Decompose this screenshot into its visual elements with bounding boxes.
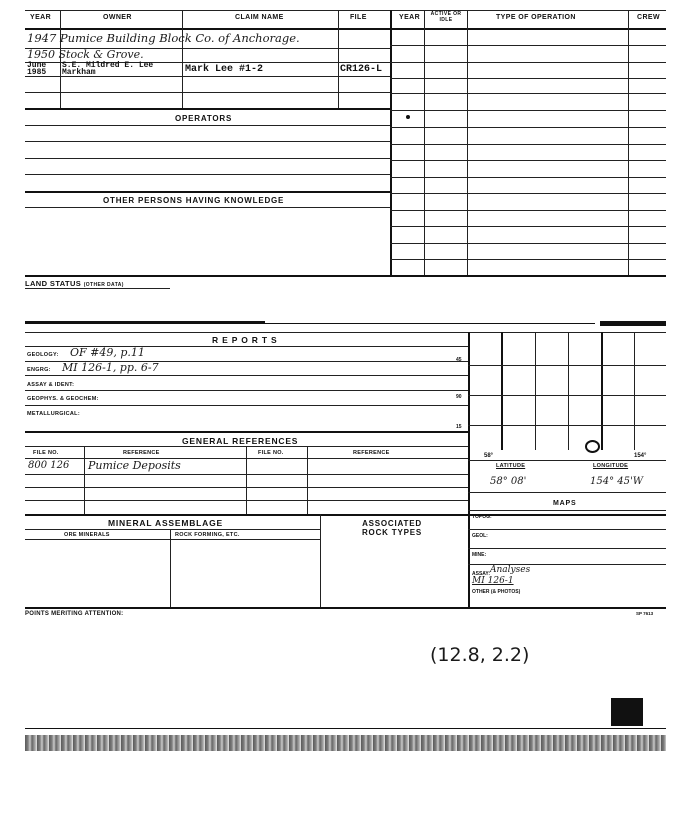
other-photos-label: OTHER (& PHOTOS) [472, 589, 521, 595]
bullet-dot [406, 115, 410, 119]
typed-entry-year: June 1985 [27, 61, 47, 77]
vline-owner [182, 10, 183, 108]
land-status-label: LAND STATUS [25, 279, 82, 288]
col-year: YEAR [30, 14, 52, 21]
mineral-assemblage-heading: MINERAL ASSEMBLAGE [108, 518, 223, 528]
assay-label: ASSAY & IDENT: [27, 382, 75, 388]
engrg-value: MI 126-1, pp. 6-7 [62, 361, 159, 374]
rock-forming-label: ROCK FORMING, ETC. [175, 532, 240, 538]
genref-col-reference-2: REFERENCE [353, 450, 390, 456]
assay-rule [25, 390, 468, 391]
right-row-6 [390, 127, 666, 128]
mineral-subheader-rule [25, 539, 320, 540]
lon-tick-label: 154° [634, 453, 647, 459]
right-row-8 [390, 160, 666, 161]
latitude-label: LATITUDE [496, 463, 526, 469]
geol-rule [468, 548, 666, 549]
op-row-4 [25, 191, 390, 193]
right-row-9 [390, 177, 666, 178]
maps-assay-ref: MI 126-1 [472, 576, 514, 586]
genref-vline-1 [84, 446, 85, 514]
genref-bottom-rule [25, 514, 666, 516]
smear-line-left [25, 321, 265, 324]
right-row-10 [390, 193, 666, 194]
row-line-4 [25, 92, 390, 93]
land-status-note: (OTHER DATA) [83, 282, 124, 288]
genref-vline-3 [307, 446, 308, 514]
longitude-label: LONGITUDE [593, 463, 629, 469]
top-table-bottom-rule [25, 275, 666, 277]
smear-line-mid [265, 323, 595, 324]
geology-value: OF #49, p.11 [70, 346, 145, 359]
mineral-vline [170, 529, 171, 607]
geophys-rule [25, 405, 468, 406]
col-crew: CREW [637, 14, 660, 21]
col-claim-name: CLAIM NAME [235, 14, 284, 21]
operators-rule [25, 125, 390, 126]
latlon-bottom-rule [468, 492, 666, 493]
grid-vline-5 [634, 332, 635, 450]
grid-hline-3 [468, 425, 666, 426]
latitude-value: 58° 08' [490, 476, 527, 487]
typed-entry-claim: Mark Lee #1-2 [185, 64, 264, 75]
coordinates-note: (12.8, 2.2) [430, 644, 530, 666]
right-row-4 [390, 93, 666, 94]
grid-vline-3 [568, 332, 569, 450]
vline-file [390, 10, 392, 275]
op-row-2 [25, 158, 390, 159]
land-status-heading [25, 279, 124, 288]
reports-right-divider [468, 332, 470, 607]
genref-vline-2 [246, 446, 247, 514]
other-persons-heading: OTHER PERSONS HAVING KNOWLEDGE [103, 196, 285, 205]
mineral-heading-rule [25, 529, 320, 530]
col-owner: OWNER [103, 14, 132, 21]
topog-rule [468, 529, 666, 530]
lat-tick-label: 58° [484, 453, 494, 459]
metallurgical-rule [25, 431, 468, 433]
reports-heading: R E P O R T S [212, 335, 278, 345]
row-line-5 [25, 108, 390, 110]
latlon-rule [468, 460, 666, 461]
maps-heading-rule [468, 510, 666, 511]
owner-entry-2: 1950 Stock & Grove. [27, 48, 144, 61]
col-year-2: YEAR [399, 14, 421, 21]
right-row-7 [390, 144, 666, 145]
reports-top-rule [25, 332, 666, 333]
margin-number-90: 90 [456, 394, 462, 400]
genref-row-1-reference: Pumice Deposits [88, 459, 181, 472]
land-status-underline [25, 288, 170, 289]
mine-label: MINE: [472, 552, 487, 558]
general-references-heading: GENERAL REFERENCES [182, 436, 299, 446]
vline-type [628, 10, 629, 275]
op-row-1 [25, 141, 390, 142]
maps-assay-label: ASSAY: [472, 571, 491, 577]
owner-entry-1: 1947 Pumice Building Block Co. of Anchorage. [27, 31, 300, 45]
vline-year2 [424, 10, 425, 275]
typed-entry-owner: S.E. Mildred E. Lee Markham [62, 61, 154, 77]
other-persons-rule [25, 207, 390, 208]
associated-rock-types-heading: ASSOCIATED ROCK TYPES [361, 519, 422, 537]
col-active-idle: ACTIVE OR IDLE [430, 11, 462, 23]
right-row-5 [390, 110, 666, 111]
maps-assay-value: Analyses [490, 565, 531, 575]
margin-number-45: 45 [456, 357, 462, 363]
col-type-of-operation: TYPE OF OPERATION [496, 14, 576, 21]
metallurgical-label: METALLURGICAL: [27, 411, 80, 417]
scan-artifact-smear [25, 735, 666, 751]
typed-entry-file: CR126-L [340, 64, 383, 75]
right-row-13 [390, 243, 666, 244]
points-meriting-attention-label: POINTS MERITING ATTENTION: [25, 611, 124, 617]
genref-col-reference: REFERENCE [123, 450, 160, 456]
right-row-1 [390, 45, 666, 46]
margin-number-15: 15 [456, 424, 462, 430]
topog-label: TOPOG: [472, 514, 492, 520]
geology-label: GEOLOGY: [27, 352, 59, 358]
right-row-14 [390, 259, 666, 260]
col-file: FILE [350, 14, 367, 21]
vline-claim [338, 10, 339, 108]
geol-label: GEOL: [472, 533, 488, 539]
mineral-right-vline [320, 514, 321, 607]
grid-vline-2 [535, 332, 536, 450]
scan-artifact-line [25, 728, 666, 729]
bottom-form-rule [25, 607, 666, 609]
grid-hline-1 [468, 365, 666, 366]
grid-hline-2 [468, 395, 666, 396]
grid-vline-4 [601, 332, 603, 450]
op-row-3 [25, 174, 390, 175]
header-rule [25, 28, 666, 30]
form-number: SP 7613 [636, 611, 654, 616]
engrg-rule [25, 375, 468, 376]
vline-active [467, 10, 468, 275]
scan-artifact-block [611, 698, 643, 726]
genref-row-1-file: 800 126 [28, 460, 70, 471]
longitude-value: 154° 45'W [590, 476, 644, 487]
engrg-label: ENGRG: [27, 367, 51, 373]
location-marker-icon [585, 440, 600, 453]
genref-col-file-no: FILE NO. [33, 450, 59, 456]
operators-heading: OPERATORS [175, 114, 233, 123]
right-row-12 [390, 226, 666, 227]
smear-line-right [600, 321, 666, 326]
genref-col-file-no-2: FILE NO. [258, 450, 284, 456]
grid-vline-1 [501, 332, 503, 450]
right-row-2 [390, 62, 666, 63]
right-row-11 [390, 210, 666, 211]
ore-minerals-label: ORE MINERALS [64, 532, 110, 538]
geophys-label: GEOPHYS. & GEOCHEM: [27, 396, 99, 402]
top-rule [25, 10, 666, 11]
right-row-3 [390, 78, 666, 79]
maps-heading: MAPS [553, 500, 577, 507]
